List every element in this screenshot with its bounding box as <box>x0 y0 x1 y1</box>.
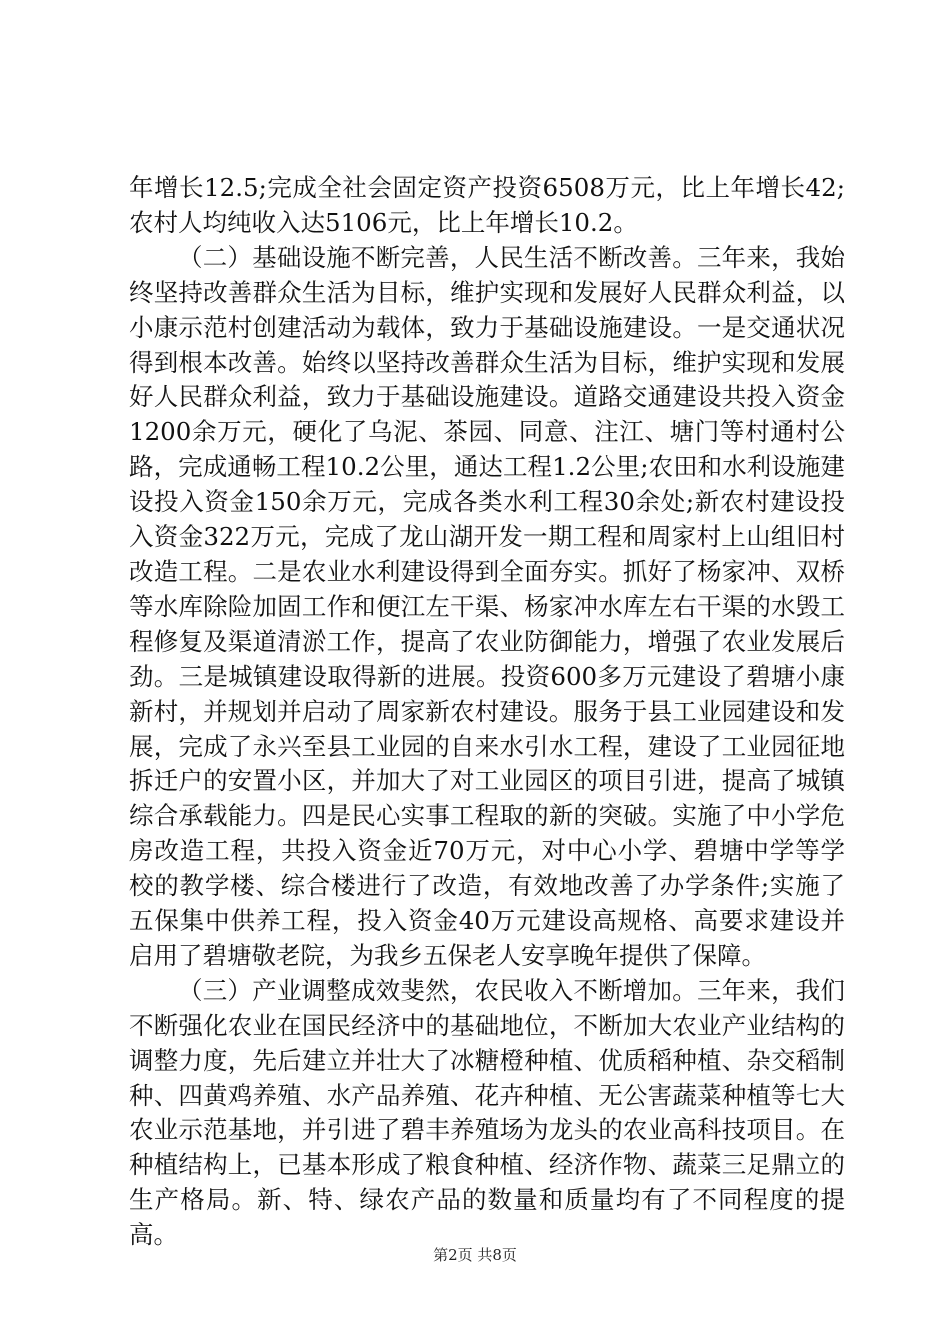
paragraph-industry: （三）产业调整成效斐然，农民收入不断增加。三年来，我们不断强化农业在国民经济中的基础地位，不断加大农业产业结构的调整力度，先后建立并壮大了冰糖橙种植、优质稻种植、杂交稻制种、四黄鸡养殖、水产品养殖、花卉种植、无公害蔬菜种植等七大农业示范基地，并引进了碧丰养殖场为龙头的农业高科技项目。在种植结构上，已基本形成了粮食种植、经济作物、蔬菜三足鼎立的生产格局。新、特、绿农产品的数量和质量均有了不同程度的提高。 <box>129 975 845 1250</box>
page-footer: 第2页 共8页 <box>433 1246 517 1264</box>
paragraph-infrastructure: （二）基础设施不断完善，人民生活不断改善。三年来，我始终坚持改善群众生活为目标，维护实现和发展好人民群众利益，以小康示范村创建活动为载体，致力于基础设施建设。一是交通状况得到根本改善。始终以坚持改善群众生活为目标，维护实现和发展好人民群众利益，致力于基础设施建设。道路交通建设共投入资金1200余万元，硬化了乌泥、茶园、同意、注江、塘门等村通村公路，完成通畅工程10.2公里，通达工程1.2公里;农田和水利设施建设投入资金150余万元，完成各类水利工程30余处;新农村建设投入资金322万元，完成了龙山湖开发一期工程和周家村上山组旧村改造工程。二是农业水利建设得到全面夯实。抓好了杨家冲、双桥等水库除险加固工作和便江左干渠、杨家冲水库左右干渠的水毁工程修复及渠道清淤工作，提高了农业防御能力，增强了农业发展后劲。三是城镇建设取得新的进展。投资600多万元建设了碧塘小康新村，并规划并启动了周家新农村建设。服务于县工业园建设和发展，完成了永兴至县工业园的自来水引水工程，建设了工业园征地拆迁户的安置小区，并加大了对工业园区的项目引进，提高了城镇综合承载能力。四是民心实事工程取的新的突破。实施了中小学危房改造工程，共投入资金近70万元，对中心小学、碧塘中学等学校的教学楼、综合楼进行了改造，有效地改善了办学条件;实施了五保集中供养工程，投入资金40万元建设高规格、高要求建设并启用了碧塘敬老院，为我乡五保老人安享晚年提供了保障。 <box>129 242 845 970</box>
paragraph-continuation: 年增长12.5;完成全社会固定资产投资6508万元，比上年增长42;农村人均纯收入达5106元，比上年增长10.2。 <box>129 173 845 237</box>
document-body <box>129 171 845 1253</box>
